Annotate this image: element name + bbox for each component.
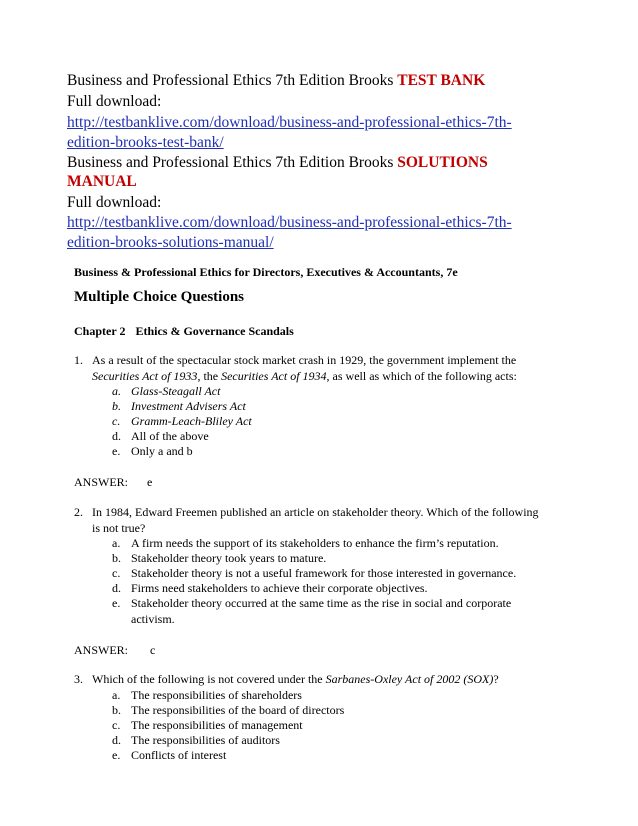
- q3-option-b: The responsibilities of the board of directors: [131, 703, 345, 717]
- q1-option-e-label: e.: [112, 444, 121, 458]
- q1-option-a-label: a.: [112, 384, 121, 398]
- q1-answer-value: e: [147, 475, 153, 489]
- q3-option-a: The responsibilities of shareholders: [131, 688, 302, 702]
- q1-option-e: Only a and b: [131, 444, 193, 458]
- section-title: Multiple Choice Questions: [74, 289, 245, 305]
- test-bank-link[interactable]: [67, 112, 587, 133]
- q3-lead: Which of the following is not covered under the: [92, 672, 326, 686]
- chapter-heading: [74, 324, 294, 339]
- q3-qmark: ?: [493, 672, 499, 686]
- test-bank-label: TEST BANK: [397, 72, 486, 89]
- manual-line: [67, 171, 587, 192]
- full-download-label-2: Full download:: [67, 194, 162, 211]
- chapter-title: Ethics & Governance Scandals: [135, 324, 294, 338]
- solutions-link-cont[interactable]: [67, 232, 587, 253]
- q1-option-b-label: b.: [112, 399, 121, 413]
- q3-option-c: The responsibilities of management: [131, 718, 303, 732]
- header-title-2: Business and Professional Ethics 7th Edition Brooks: [67, 154, 398, 171]
- q2-option-a: A firm needs the support of its stakeholders to enhance the firm’s reputation.: [131, 536, 499, 550]
- header-line-solutions: [67, 152, 587, 173]
- header-title-1: Business and Professional Ethics 7th Edition Brooks: [67, 72, 398, 89]
- manual-label: MANUAL: [67, 173, 137, 190]
- q2-option-e-cont: activism.: [131, 612, 175, 626]
- question-2-line2: is not true?: [92, 521, 146, 535]
- q3-option-c-label: c.: [112, 718, 121, 732]
- q2-answer-label: ANSWER:: [74, 643, 128, 657]
- solutions-link[interactable]: [67, 212, 587, 233]
- test-bank-link-line2[interactable]: edition-brooks-test-bank/: [67, 134, 224, 151]
- q2-option-d-label: d.: [112, 581, 121, 595]
- q3-sox: Sarbanes-Oxley Act of 2002 (SOX): [325, 672, 494, 686]
- q1-tail: , as well as which of the following acts:: [326, 369, 517, 383]
- q3-option-e: Conflicts of interest: [131, 748, 227, 762]
- solutions-link-line2[interactable]: edition-brooks-solutions-manual/: [67, 234, 274, 251]
- q2-option-b-label: b.: [112, 551, 121, 565]
- q3-option-e-label: e.: [112, 748, 121, 762]
- q1-option-c-label: c.: [112, 414, 121, 428]
- q1-option-d: All of the above: [131, 429, 209, 443]
- full-download-label-1: Full download:: [67, 93, 162, 110]
- q1-option-c: Gramm-Leach-Bliley Act: [131, 414, 252, 428]
- question-3-number: 3.: [74, 672, 83, 686]
- chapter-number: Chapter 2: [74, 324, 126, 338]
- q2-option-d: Firms need stakeholders to achieve their corporate objectives.: [131, 581, 428, 595]
- q2-option-e-label: e.: [112, 596, 121, 610]
- header-line-test-bank: [67, 70, 587, 91]
- q2-option-e: Stakeholder theory occurred at the same time as the rise in social and corporate: [131, 596, 512, 610]
- q2-option-a-label: a.: [112, 536, 121, 550]
- q1-act-1933: Securities Act of 1933: [92, 369, 198, 383]
- q2-answer-value: c: [150, 643, 156, 657]
- q3-option-d-label: d.: [112, 733, 121, 747]
- test-bank-link-cont[interactable]: [67, 132, 587, 153]
- q1-option-a: Glass-Steagall Act: [131, 384, 221, 398]
- q1-act-1934: Securities Act of 1934: [221, 369, 327, 383]
- test-bank-link-line1[interactable]: http://testbanklive.com/download/business-and-professional-ethics-7th-: [67, 114, 512, 131]
- q3-option-d: The responsibilities of auditors: [131, 733, 280, 747]
- question-1-line2: [92, 368, 517, 384]
- q3-option-a-label: a.: [112, 688, 121, 702]
- question-1-number: 1.: [74, 353, 83, 367]
- book-title: Business & Professional Ethics for Directors, Executives & Accountants, 7e: [74, 265, 458, 279]
- q1-answer-label: ANSWER:: [74, 475, 128, 489]
- q3-option-b-label: b.: [112, 703, 121, 717]
- solutions-label: SOLUTIONS: [397, 154, 488, 171]
- q1-option-d-label: d.: [112, 429, 121, 443]
- question-2-line1: In 1984, Edward Freemen published an article on stakeholder theory. Which of the following: [92, 505, 539, 519]
- q2-option-b: Stakeholder theory took years to mature.: [131, 551, 327, 565]
- question-2-number: 2.: [74, 505, 83, 519]
- solutions-link-line1[interactable]: http://testbanklive.com/download/business-and-professional-ethics-7th-: [67, 214, 512, 231]
- q1-sep: , the: [197, 369, 222, 383]
- question-1-line1: As a result of the spectacular stock market crash in 1929, the government implement the: [92, 353, 517, 367]
- question-3-line1: [92, 671, 499, 687]
- q2-option-c-label: c.: [112, 566, 121, 580]
- q1-option-b: Investment Advisers Act: [131, 399, 246, 413]
- q2-option-c: Stakeholder theory is not a useful framework for those interested in governance.: [131, 566, 517, 580]
